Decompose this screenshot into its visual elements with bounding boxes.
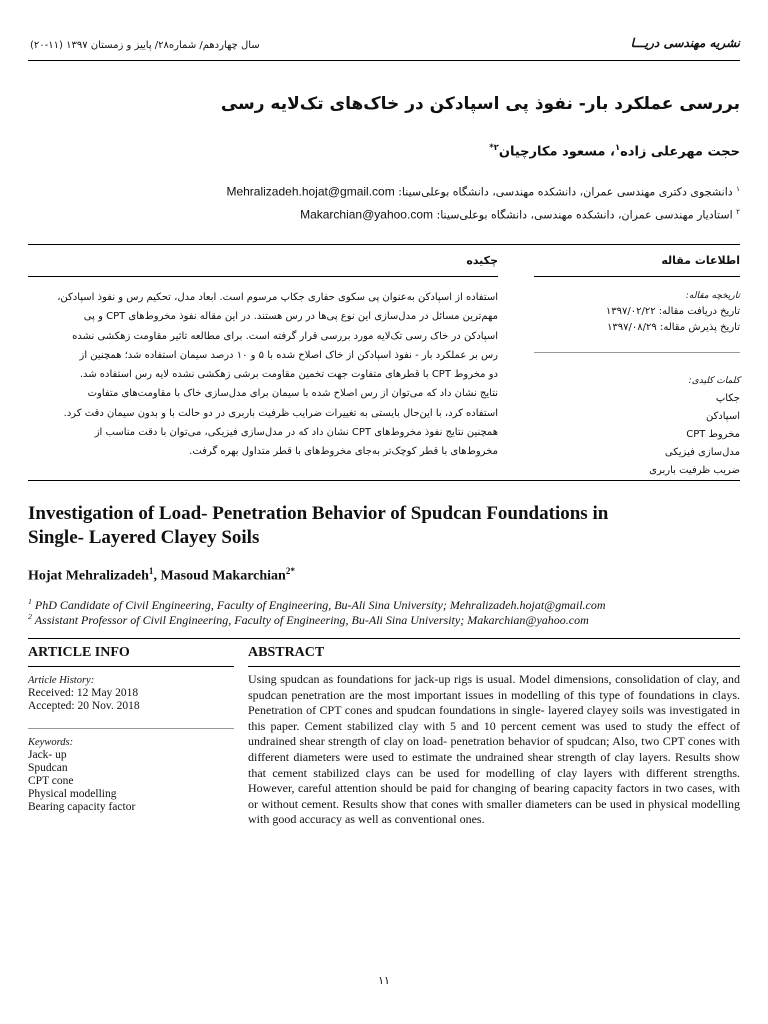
fa-aff1-text: دانشجوی دکتری مهندسی عمران، دانشکده مهندسی، دانشگاه بوعلی‌سینا:	[398, 185, 733, 199]
fa-author1: حجت مهرعلی زاده	[620, 144, 740, 160]
fa-keywords	[540, 372, 740, 480]
fa-keyword-item: ضریب ظرفیت باربری	[649, 465, 740, 476]
volume-issue-line: سال چهاردهم/ شماره۲۸/ پاییز و زمستان ۱۳۹۷ (۱۱-۲۰)	[30, 40, 260, 51]
en-aff2-text: Assistant Professor of Civil Engineering, Faculty of Engineering, Bu-Ali Sina University; Makarchian@yahoo.com	[34, 613, 589, 627]
fa-keyword-item: مدل‌سازی فیزیکی	[664, 447, 740, 458]
fa-authors	[489, 142, 740, 159]
fa-abstract-rule	[28, 276, 498, 277]
fa-author2: ، مسعود مکارچیان	[498, 144, 615, 160]
fa-info-rule	[534, 276, 740, 277]
fa-abstract-line: مهم‌ترین مسائل در مدل‌سازی این نوع پی‌ها در رس هستند. در این مقاله نفوذ مخروط‌های CPT و پی	[83, 311, 498, 323]
fa-keyword-item: جکاپ	[715, 393, 740, 404]
en-keywords	[28, 736, 228, 814]
fa-bottom-rule	[28, 480, 740, 481]
en-author1: Hojat Mehralizadeh	[28, 568, 149, 584]
fa-aff1-email[interactable]: Mehralizadeh.hojat@gmail.com	[226, 184, 395, 199]
en-author2-sup: 2*	[285, 566, 295, 576]
fa-aff2-email[interactable]: Makarchian@yahoo.com	[300, 207, 433, 222]
fa-keywords-label: کلمات کلیدی:	[688, 376, 740, 386]
fa-abstract-line: همچنین نتایج نفوذ مخروط‌های CPT نشان داد که در مدل‌سازی فیزیکی، می‌توان با دقت مناسب از	[94, 427, 498, 439]
header-rule	[28, 60, 740, 61]
journal-name: نشریه مهندسی دریـــا	[630, 36, 740, 50]
en-info-rule	[28, 666, 234, 667]
fa-keyword-item: اسپادکن	[705, 411, 740, 422]
fa-author2-sup: ۲*	[489, 142, 499, 152]
fa-title: بررسی عملکرد بار- نفوذ پی اسپادکن در خاک‌های تک‌لایه رسی	[220, 94, 740, 114]
fa-history	[540, 288, 740, 336]
en-abstract-rule	[248, 666, 740, 667]
fa-history-label: تاریخچه مقاله:	[685, 291, 740, 301]
fa-abstract-body	[28, 288, 498, 462]
en-accepted: Accepted: 20 Nov. 2018	[28, 700, 140, 712]
fa-abstract-line: اسپادکن در خاک رسی تک‌لایه مورد بررسی قرار گرفته است. برای مطالعه تاثیر مقاومت زهکشی نشده	[72, 330, 498, 342]
en-received: Received: 12 May 2018	[28, 687, 139, 699]
fa-aff2-text: استادیار مهندسی عمران، دانشکده مهندسی، دانشگاه بوعلی‌سینا:	[436, 208, 733, 222]
fa-abstract-line: نتایج نشان داد که می‌توان از رس اصلاح شده با سیمان برای مدل‌سازی خاک با مقاومت‌های متفاوت	[87, 388, 498, 400]
fa-accepted: تاریخ پذیرش مقاله: ۱۳۹۷/۰۸/۲۹	[607, 322, 740, 333]
fa-aff2-num: ۲	[736, 207, 740, 216]
fa-aff1-num: ۱	[736, 184, 740, 193]
fa-abstract-heading: چکیده	[466, 254, 498, 267]
fa-abstract-line: رس بر عملکرد بار - نفوذ اسپادکن از خاک اصلاح شده با ۵ و ۱۰ درصد سیمان استفاده شد؛ همچنین از	[79, 349, 498, 361]
en-affiliation-2	[28, 612, 740, 628]
fa-abstract-line: مخروط‌های با قطر کوچک‌تر به‌جای مخروط‌های با قطر متداول بهره گرفت.	[189, 446, 498, 458]
fa-author1-sup: ۱	[614, 142, 621, 152]
en-author1-sup: 1	[148, 566, 154, 576]
en-title-line-1: Investigation of Load- Penetration Behavior of Spudcan Foundations in	[28, 503, 609, 524]
en-abstract-body: Using spudcan as foundations for jack-up rigs is usual. Model dimensions, consolidation of clay, and spudcan penetration are the most important issues in modelling of this type of foundations in clays. Penetration of CPT cones and spudcan foundations in single- layered clayey soils was investigated in this paper. Cement stabilized clay with 5 and 10 percent cement was used to study the effect of undrained shear strength of clay on load- penetration behavior of spudcan; Also, two CPT cones with different diameters were used to estimate the undrained shear strength of clay layers. Results show that cement stabilized clays can be used for modelling of clay layers with different strengths. However, careful attention should be paid for changing of bearing capacity factors in two cases, with or without cement. Results show that cones with smaller diameters can be used in physical modelling with good accuracy as well as conventional ones.	[248, 672, 740, 827]
en-keyword-item: Bearing capacity factor	[28, 801, 136, 813]
fa-affiliation-2	[300, 207, 740, 222]
en-title-line-2: Single- Layered Clayey Soils	[28, 527, 260, 548]
en-keyword-item: Spudcan	[28, 762, 68, 774]
en-info-heading: ARTICLE INFO	[28, 645, 130, 660]
en-keyword-item: Jack- up	[28, 749, 67, 761]
en-affiliation-1	[28, 597, 740, 613]
fa-abstract-line: استفاده کرد، با این‌حال بایستی به تغییرات ضرایب ظرفیت باربری در دو حالت با و بدون سیمان دقت کرد.	[63, 407, 498, 419]
en-history-label: Article History:	[28, 675, 95, 686]
fa-info-heading: اطلاعات مقاله	[661, 254, 740, 267]
en-title	[28, 502, 740, 550]
en-keyword-item: CPT cone	[28, 775, 74, 787]
en-abstract-heading: ABSTRACT	[248, 645, 325, 660]
fa-top-rule	[28, 244, 740, 245]
en-top-rule	[28, 638, 740, 639]
fa-keyword-item: مخروط CPT	[686, 429, 740, 440]
en-authors	[28, 566, 295, 585]
en-info-divider	[28, 728, 234, 729]
en-author2: Masoud Makarchian	[160, 568, 286, 584]
fa-abstract-line: دو مخروط CPT با قطرهای متفاوت جهت تخمین مقاومت برشی زهکشی نشده لایه رس استفاده شد.	[79, 369, 498, 381]
fa-abstract-line: استفاده از اسپادکن به‌عنوان پی سکوی حفاری جکاپ مرسوم است. ابعاد مدل، تحکیم رس و نفوذ اسپادکن،	[57, 292, 498, 303]
en-author-sep: ,	[153, 568, 161, 584]
en-aff2-num: 2	[28, 612, 32, 621]
en-aff1-text: PhD Candidate of Civil Engineering, Faculty of Engineering, Bu-Ali Sina University; Mehralizadeh.hojat@gmail.com	[34, 598, 606, 612]
fa-info-divider	[534, 352, 740, 353]
fa-affiliation-1	[226, 184, 740, 199]
en-keywords-label: Keywords:	[28, 737, 74, 748]
page-number: ۱۱	[378, 974, 390, 987]
fa-received: تاریخ دریافت مقاله: ۱۳۹۷/۰۲/۲۲	[605, 306, 740, 317]
en-keyword-item: Physical modelling	[28, 788, 117, 800]
en-aff1-num: 1	[28, 597, 32, 606]
en-history	[28, 674, 228, 713]
